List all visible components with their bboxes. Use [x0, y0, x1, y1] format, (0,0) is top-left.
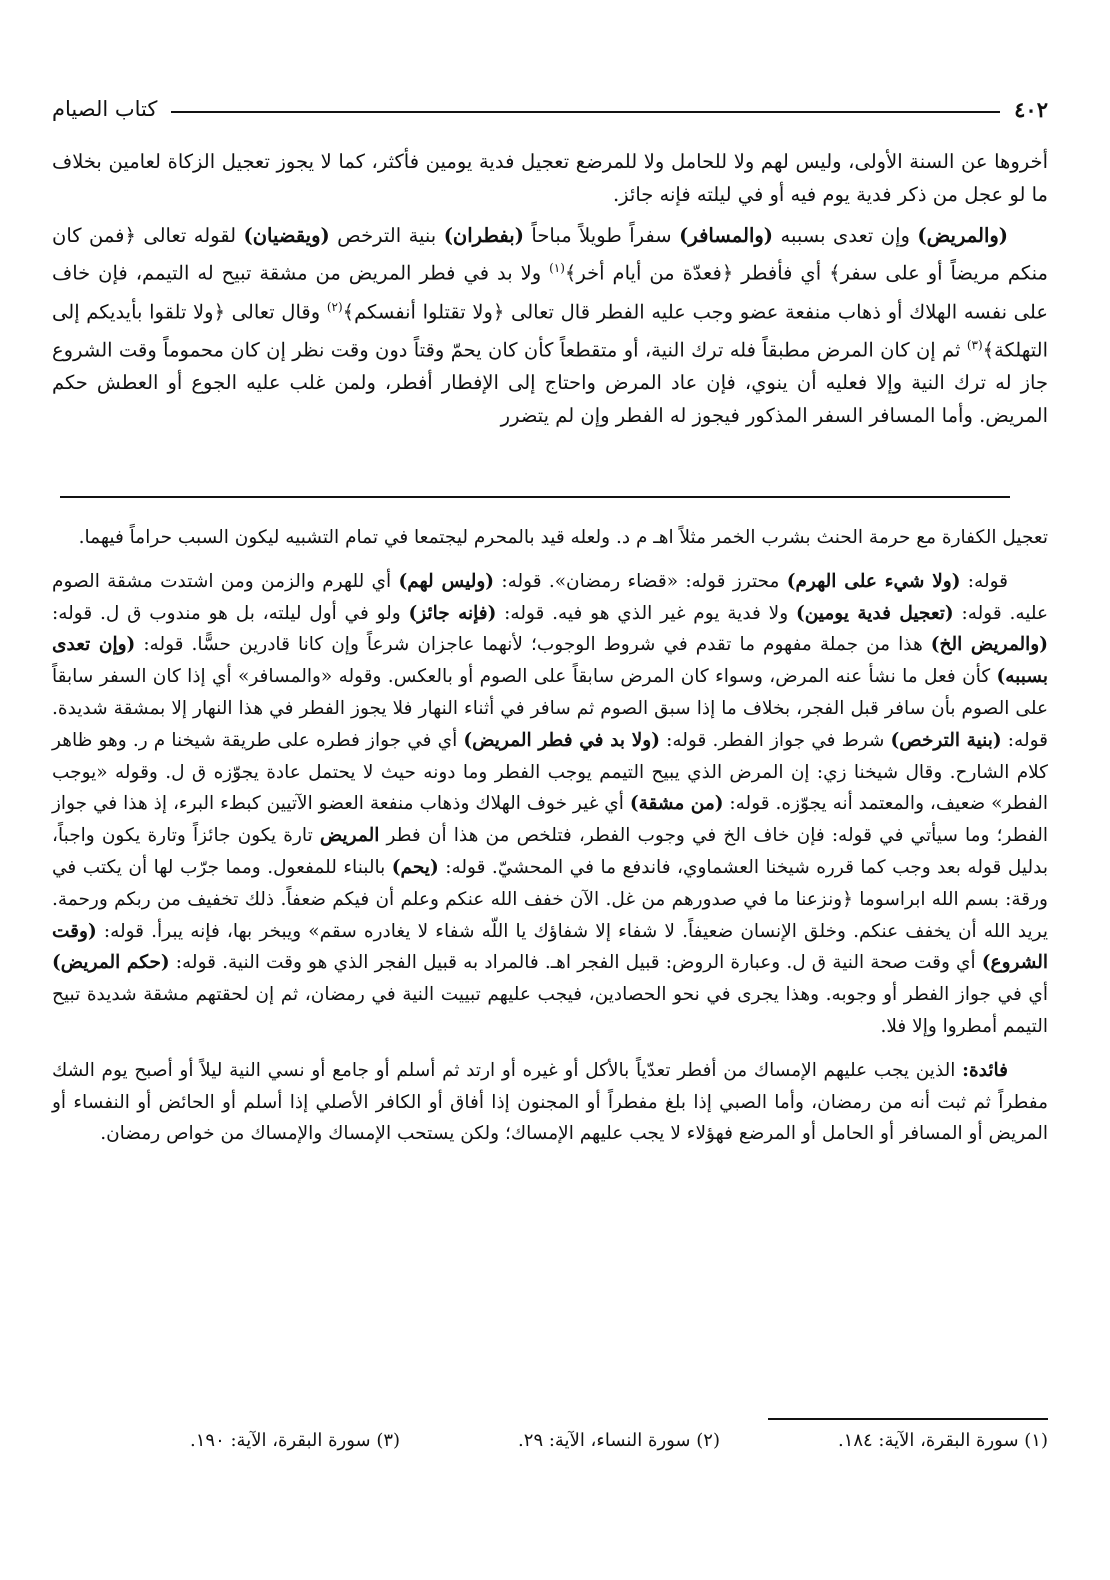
footnote-rule — [768, 1418, 1048, 1420]
footnote-item: (٣) سورة البقرة، الآية: ١٩٠. — [190, 1430, 401, 1451]
footnote-ref: (٣) — [966, 337, 983, 352]
commentary-text — [52, 522, 1048, 1150]
header-rule — [171, 111, 1000, 113]
footnote-ref: (١) — [549, 261, 565, 276]
commentary-paragraph: قوله: (ولا شيء على الهرم) محترز قوله: «قضاء رمضان». قوله: (وليس لهم) أي للهرم والزمن ومن اشتدت مشقة الصوم عليه. قوله: (تعجيل فدية يومين) ولا فدية يوم غير الذي هو فيه. قوله: (فإنه جائز) ولو في أول ليلته، بل هو مندوب ق ل. قوله: (والمريض الخ) هذا من جملة مفهوم ما تقدم في شروط الوجوب؛ لأنهما عاجزان شرعاً وإن كانا قادرين حسًّا. قوله: (وإن تعدى بسببه) كأن فعل ما نشأ عنه المرض، وسواء كان المرض سابقاً على الصوم أو بالعكس. وقوله «والمسافر» أي إذا كان السفر سابقاً على الصوم بأن سافر قبل الفجر، بخلاف ما إذا سبق الصوم ثم سافر في أثناء النهار فلا يجوز الفطر في هذا النهار إلا بمشقة شديدة. قوله: (بنية الترخص) شرط في جواز الفطر. قوله: (ولا بد في فطر المريض) أي في جواز فطره على طريقة شيخنا م ر. وهو ظاهر كلام الشارح. وقال شيخنا زي: إن المرض الذي يبيح التيمم يوجب الفطر وما دونه حيث لا يحتمل عادة يجوّزه ق ل. وقوله «يوجب الفطر» ضعيف، والمعتمد أنه يجوّزه. قوله: (من مشقة) أي غير خوف الهلاك وذهاب منفعة العضو الآتيين كبطء البرء، إذ هذا في جواز الفطر؛ وما سيأتي في قوله: فإن خاف الخ في وجوب الفطر، فتلخص من هذا أن فطر المريض تارة يكون جائزاً وتارة يكون واجباً، بدليل قوله بعد وجب كما قرره شيخنا العشماوي، فاندفع ما في المحشيّ. قوله: (يحم) بالبناء للمفعول. ومما جرّب لها أن يكتب في ورقة: بسم الله ابراسوما ﴿ونزعنا ما في صدورهم من غل. الآن خفف الله عنكم وعلم أن فيكم ضعفاً. ذلك تخفيف من ربكم ورحمة. يريد الله أن يخفف عنكم. وخلق الإنسان ضعيفاً. لا شفاء إلا شفاؤك يا اللّه شفاء لا يغادره سقم» ويبخر بها، فإنه يبرأ. قوله: (وقت الشروع) أي وقت صحة النية ق ل. وعبارة الروض: قبيل الفجر اهـ. فالمراد به قبيل الفجر الذي هو وقت النية. قوله: (حكم المريض) أي في جواز الفطر أو وجوبه. وهذا يجرى في نحو الحصادين، فيجب عليهم تبييت النية في رمضان، ثم إن لحقتهم مشقة شديدة تبيح التيمم أمطروا وإلا فلا. — [52, 570, 1049, 1037]
page-header — [52, 92, 1048, 126]
main-text — [52, 146, 1048, 433]
commentary-paragraph: فائدة: الذين يجب عليهم الإمساك من أفطر تعدّياً بالأكل أو غيره أو ارتد ثم أسلم أو جامع أو نسي النية ليلاً أو أصبح يوم الشك مفطراً ثم ثبت أنه من رمضان، وأما الصبي إذا بلغ مفطراً أو المجنون إذا أفاق أو الكافر الأصلي إذا أسلم أو الحائض أو النفساء أو المريض أو المسافر أو الحامل أو المرضع فهؤلاء لا يجب عليهم الإمساك؛ ولكن يستحب الإمساك والإمساك من خواص رمضان. — [52, 1059, 1048, 1145]
footnote-item: (٢) سورة النساء، الآية: ٢٩. — [518, 1430, 720, 1451]
main-paragraph: أخروها عن السنة الأولى، وليس لهم ولا للحامل ولا للمرضع تعجيل فدية يومين فأكثر، كما لا يجوز تعجيل الزكاة لعامين بخلاف ما لو عجل من ذكر فدية يوم فيه أو في ليلته فإنه جائز. — [52, 150, 1048, 206]
commentary-paragraph: تعجيل الكفارة مع حرمة الحنث بشرب الخمر مثلاً اهـ م د. ولعله قيد بالمحرم ليجتمعا في تمام التشبيه ليكون السبب حراماً فيهما. — [78, 527, 1048, 548]
book-title: كتاب الصيام — [52, 97, 158, 121]
page-number: ٤٠٢ — [1014, 96, 1048, 122]
section-divider — [60, 496, 1010, 498]
main-paragraph: (والمريض) وإن تعدى بسببه (والمسافر) سفراً طويلاً مباحاً (بفطران) بنية الترخص (ويقضيان) لقوله تعالى ﴿فمن كان منكم مريضاً أو على سفر﴾ أي فأفطر ﴿فعدّة من أيام أخر﴾$^{(١)}$ ولا بد في فطر المريض من مشقة تبيح له التيمم، فإن خاف على نفسه الهلاك أو ذهاب منفعة عضو وجب عليه الفطر قال تعالى ﴿ولا تقتلوا أنفسكم﴾$^{(٢)}$ وقال تعالى ﴿ولا تلقوا بأيديكم إلى التهلكة﴾$^{(٣)}$ ثم إن كان المرض مطبقاً فله ترك النية، أو متقطعاً كأن كان يحمّ وقتاً دون وقت نظر إن كان محموماً وقت الشروع جاز له ترك النية وإلا فعليه أن ينوي، فإن عاد المرض واحتاج إلى الإفطار أفطر، ولمن غلب عليه الجوع أو العطش حكم المريض. وأما المسافر السفر المذكور فيجوز له الفطر وإن لم يتضرر — [52, 223, 1049, 428]
footnotes — [190, 1430, 1048, 1451]
footnote-ref: (٢) — [326, 299, 343, 314]
footnote-item: (١) سورة البقرة، الآية: ١٨٤. — [837, 1430, 1048, 1451]
